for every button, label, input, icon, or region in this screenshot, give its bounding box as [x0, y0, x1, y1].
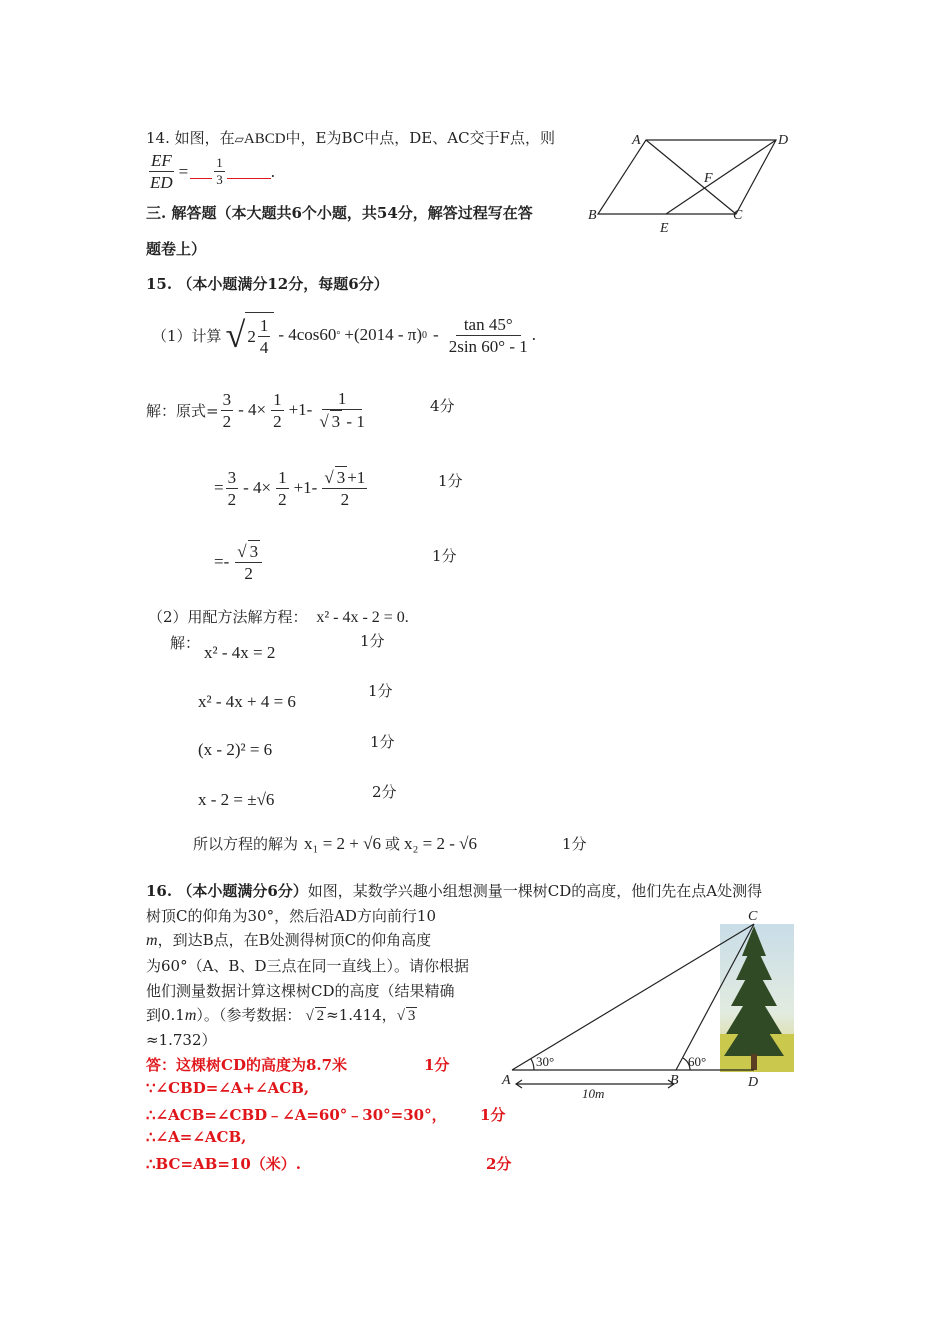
- q15-deg: °: [336, 329, 341, 341]
- solution-x1: x₁ = 2 + √6: [304, 834, 381, 853]
- q14-line: [146, 127, 555, 148]
- q14-blank-right: [227, 164, 271, 179]
- q15-sol-label: 解：原式=: [146, 401, 219, 420]
- r1-b-num: 1: [271, 389, 284, 411]
- q14-abcd: ABCD: [243, 131, 286, 147]
- q15-part1-end: .: [531, 325, 537, 345]
- r2-b-den: 2: [278, 489, 287, 509]
- fig2-distance: 10m: [582, 1086, 605, 1101]
- section3-heading-line1: 三. 解答题（本大题共6个小题，共54分，解答过程写在答: [146, 204, 533, 222]
- fig2-label-d: D: [748, 1075, 759, 1090]
- angle-arc-a: [531, 1059, 534, 1070]
- q14-blank-left: [190, 164, 212, 179]
- r3-eq: =-: [214, 552, 230, 572]
- r1-frac-b: [271, 389, 284, 433]
- q16-answer-score: 1分: [424, 1056, 450, 1074]
- q15-part1-label: （1）计算: [152, 326, 222, 345]
- q14-eq: =: [178, 161, 189, 181]
- q16-step2-score: 1分: [480, 1106, 506, 1124]
- q15-tan-frac: [447, 314, 530, 358]
- fig1-label-e: E: [660, 221, 669, 236]
- q14-ratio-den: ED: [150, 173, 173, 193]
- fig1-label-b: B: [588, 208, 597, 223]
- conclusion-text: 所以方程的解为: [193, 835, 299, 853]
- step1: x² - 4x = 2: [204, 643, 276, 662]
- r2-a-num: 3: [226, 467, 239, 489]
- conclusion-score: 1分: [562, 835, 587, 853]
- r2-c-num: √ 3 +1: [322, 466, 367, 489]
- r2-m1: - 4×: [243, 478, 272, 498]
- step3: (x - 2)² = 6: [198, 740, 273, 759]
- q15-mixed-num: 1: [258, 315, 271, 337]
- fig1-label-c: C: [733, 208, 743, 223]
- r3-num: √ 3: [235, 540, 262, 563]
- q16-step4-score: 2分: [486, 1155, 512, 1173]
- step2: x² - 4x + 4 = 6: [198, 692, 296, 711]
- r3-frac: [235, 540, 262, 585]
- q14-ratio-num: EF: [149, 150, 174, 172]
- q16-text6c: ）。（参考数据：: [196, 1006, 302, 1024]
- q15-mixed-den: 4: [259, 338, 269, 358]
- q15-mixed-int: 2: [247, 326, 256, 346]
- q14-answer-den: 3: [216, 172, 223, 188]
- r2-frac-c: [322, 466, 367, 511]
- q14-answer-num: 1: [214, 155, 225, 172]
- r2-c-num-rest: +1: [347, 468, 366, 487]
- q16-unit-m2: m: [184, 1007, 197, 1024]
- q16-step2: ∴∠ACB=∠CBD﹣∠A=60°﹣30°=30°，: [146, 1106, 447, 1124]
- q16-ref1: ≈1.414，: [326, 1006, 397, 1024]
- r2-frac-b: [276, 467, 289, 511]
- r1-b-den: 2: [273, 411, 282, 431]
- q16-line2: 树顶C的仰角为30°，然后沿AD方向前行10: [146, 907, 437, 925]
- r2-a-den: 2: [227, 489, 237, 509]
- q16-line7: ≈1.732）: [146, 1031, 217, 1049]
- r1-a-num: 3: [221, 389, 234, 411]
- r3-den: 2: [244, 564, 253, 584]
- q16-answer: 答：这棵树CD的高度为8.7米: [146, 1056, 348, 1074]
- q15-part2-row: [148, 606, 409, 627]
- fig2-label-b: B: [670, 1073, 679, 1088]
- q15-mixed-number: [245, 312, 274, 359]
- q15-conclusion: [193, 833, 477, 854]
- solution-x2: x₂ = 2 - √6: [403, 834, 477, 853]
- r3-score: 1分: [432, 547, 457, 565]
- step4: x - 2 = ±√6: [198, 790, 275, 809]
- q16-text3: ，到达B点，在B处测得树顶C的仰角高度: [157, 931, 432, 949]
- q15-term3: -: [433, 325, 439, 345]
- ref-sqrt2: 2: [316, 1008, 325, 1024]
- r1-score: 4分: [430, 397, 455, 415]
- q16-line4: 为60°（A、B、D三点在同一直线上）。请你根据: [146, 957, 469, 975]
- r1-c-den-rad: 3: [331, 412, 341, 432]
- r3-num-rad: 3: [249, 542, 259, 561]
- q14-prefix: 14. 如图，在: [146, 129, 235, 147]
- r2-score: 1分: [438, 472, 463, 490]
- q14-answer: [214, 155, 225, 189]
- r2-c-num-rad: 3: [336, 468, 346, 487]
- fig1-label-a: A: [632, 133, 641, 148]
- q16-step4: ∴BC=AB=10（米）.: [146, 1155, 301, 1173]
- q15-part1-row: [152, 312, 536, 359]
- s1-score: 1分: [360, 632, 385, 650]
- fig2-label-c: C: [748, 909, 758, 924]
- q14-answer-row: [146, 150, 275, 194]
- fig2-angle-60: 60°: [688, 1054, 707, 1069]
- r1-frac-a: [221, 389, 234, 433]
- r1-m1: - 4×: [238, 400, 267, 420]
- segment-de: [666, 140, 776, 214]
- r2-frac-a: [226, 467, 239, 511]
- fig1-label-f: F: [704, 171, 713, 186]
- q15-title: 15. （本小题满分12分，每题6分）: [146, 275, 389, 293]
- fig1-label-d: D: [778, 133, 789, 148]
- s2-score: 1分: [368, 682, 393, 700]
- r1-c-den-rest: - 1: [346, 412, 365, 432]
- fig2-label-a: A: [502, 1073, 511, 1088]
- q15-tan-den: 2sin 60° - 1: [448, 336, 528, 356]
- q15-sol-row1: [146, 388, 369, 433]
- q15-part2-eqn: x² - 4x - 2 = 0.: [316, 609, 409, 626]
- q15-term1: - 4cos60: [278, 325, 337, 345]
- q16-step1: ∵∠CBD=∠A+∠ACB,: [146, 1079, 310, 1097]
- q15-zero: 0: [422, 329, 428, 341]
- q16-line3: [146, 929, 431, 950]
- parallelogram-figure: [584, 126, 794, 236]
- diagonal-ac: [646, 140, 736, 214]
- r2-c-den: 2: [340, 490, 350, 510]
- q14-rest: 中，E为BC中点，DE、AC交于F点，则: [285, 129, 555, 147]
- sightline-a: [512, 924, 754, 1070]
- q16-unit-m: m: [146, 932, 158, 949]
- q14-end: .: [270, 161, 276, 181]
- q15-tan-num: tan 45°: [456, 314, 521, 336]
- ref-sqrt3: 3: [407, 1008, 416, 1024]
- parallelogram-outline: [598, 140, 776, 214]
- conclusion-or: 或: [384, 835, 400, 853]
- r1-frac-c: [317, 388, 367, 433]
- r1-a-den: 2: [222, 411, 232, 431]
- parallelogram-symbol: ▱: [234, 132, 244, 146]
- r1-c-num: 1: [322, 388, 363, 410]
- q16-head: 16. （本小题满分6分）: [146, 882, 308, 900]
- r2-b-num: 1: [276, 467, 289, 489]
- q16-text1: 如图，某数学兴趣小组想测量一棵树CD的高度，他们先在点A处测得: [307, 882, 763, 900]
- q16-step3: ∴∠A=∠ACB,: [146, 1128, 247, 1146]
- s3-score: 1分: [370, 733, 395, 751]
- q16-text6a: 到0.1: [146, 1006, 185, 1024]
- sqrt-symbol: √: [225, 315, 246, 356]
- r1-c-den: √ 3 - 1: [319, 412, 365, 432]
- q15-sol-row3: [214, 540, 264, 585]
- q14-ratio: [148, 150, 175, 194]
- section3-heading-line2: 题卷上）: [146, 240, 207, 258]
- q15-term2: +(2014 - π): [344, 325, 423, 345]
- q15-part2-label: （2）用配方法解方程：: [148, 608, 308, 626]
- r1-m2: +1-: [288, 400, 313, 420]
- q16-line6: 到0.1m）。（参考数据： √ 2 ≈1.414，√ 3: [146, 1006, 416, 1024]
- q16-line1: [146, 880, 762, 901]
- fig2-angle-30: 30°: [536, 1054, 555, 1069]
- s4-score: 2分: [372, 783, 397, 801]
- q15-sol-row2: [214, 466, 369, 511]
- q15-part2-sol: 解：: [170, 634, 201, 652]
- q15-mixed-frac: [258, 315, 271, 359]
- r2-eq: =: [214, 478, 224, 498]
- q16-line5: 他们测量数据计算这棵树CD的高度（结果精确: [146, 982, 455, 1000]
- r2-m2: +1-: [293, 478, 318, 498]
- tree-figure: [498, 906, 798, 1102]
